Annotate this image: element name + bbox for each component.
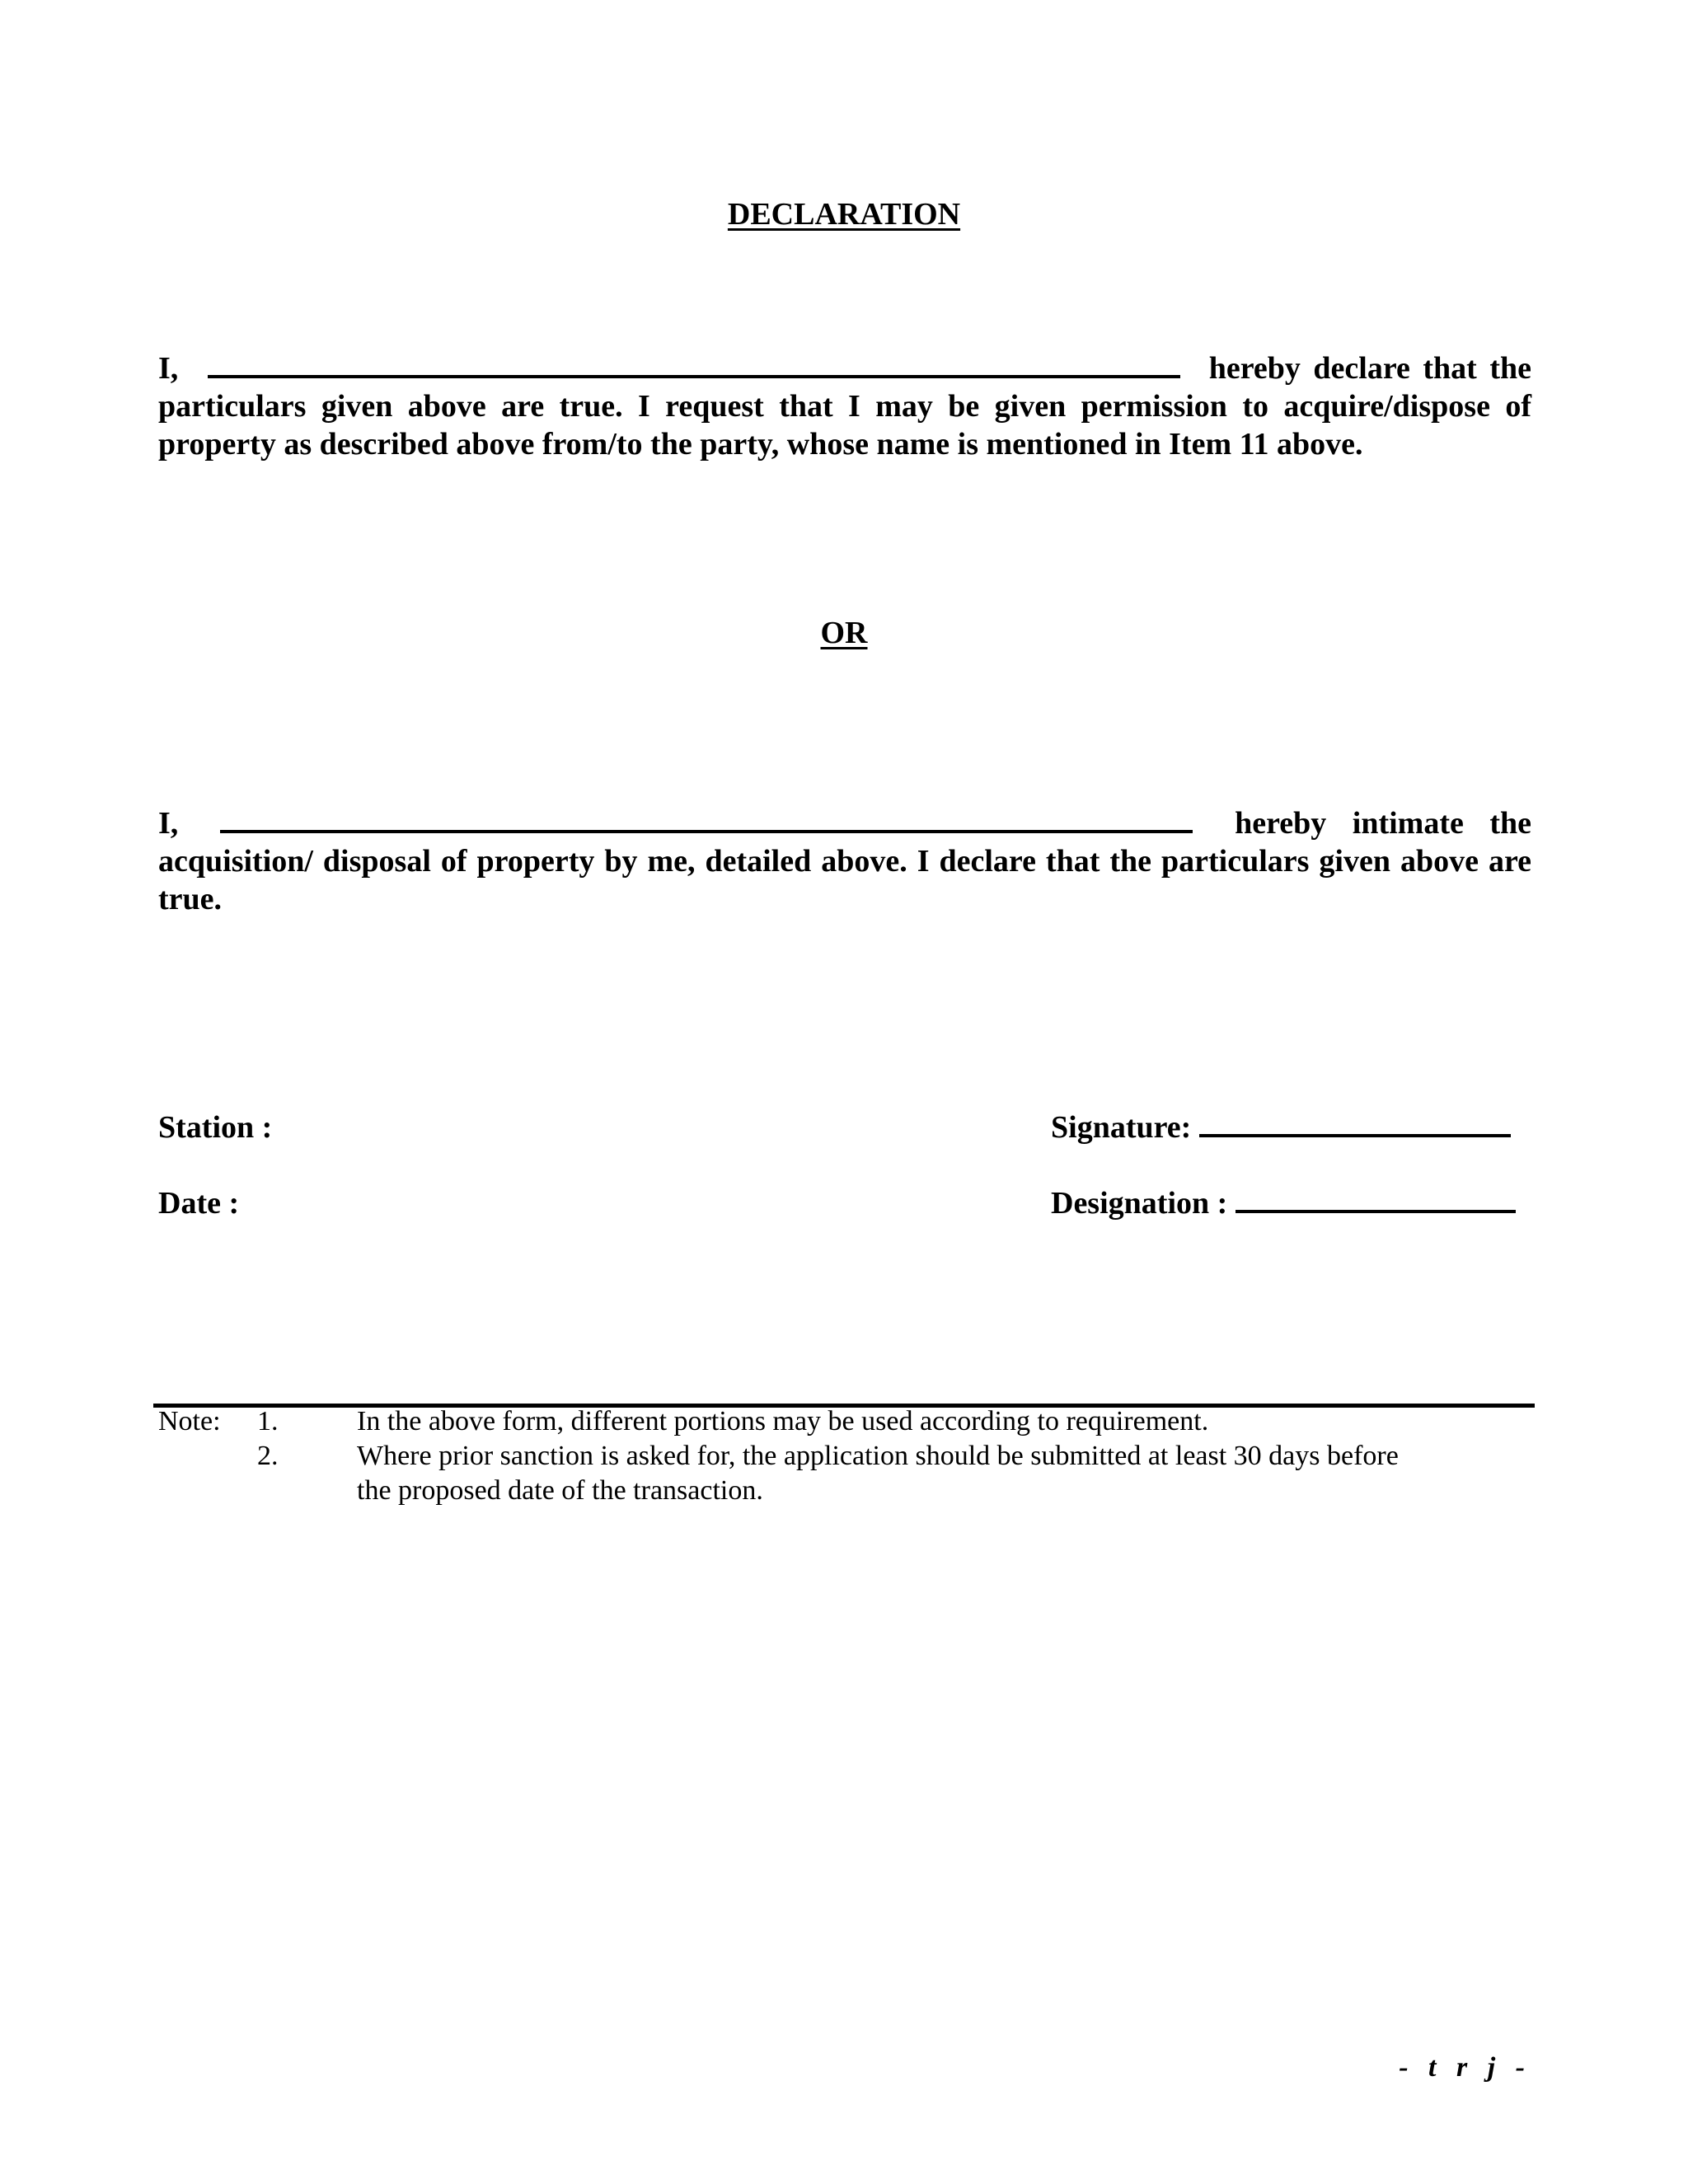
declaration-intimation-text: acquisition/ disposal of property by me, detailed above. I declare that the particulars given above are true. <box>158 844 1531 916</box>
note-label: Note: <box>158 1406 221 1436</box>
footer-mark: - t r j - <box>1399 2052 1531 2083</box>
declaration-intimation-first-line <box>158 804 1531 842</box>
note-2-number: 2. <box>257 1441 279 1471</box>
date-label: Date : <box>158 1186 240 1221</box>
designation-field <box>1051 1185 1516 1221</box>
station-label: Station : <box>158 1110 273 1145</box>
note-2-text-line2: the proposed date of the transaction. <box>357 1475 763 1506</box>
page-title: DECLARATION <box>727 197 961 232</box>
name-blank-line[interactable] <box>208 370 1180 378</box>
signature-field <box>1051 1109 1511 1146</box>
declaration-request-text: particulars given above are true. I request that I may be given permission to acquire/dispose of property as described above from/to the party, whose name is mentioned in Item 11 above. <box>158 389 1531 462</box>
designation-blank-line[interactable] <box>1236 1185 1516 1213</box>
or-separator: OR <box>820 616 868 650</box>
declaration-request <box>158 349 1531 463</box>
declaration-intimation <box>158 804 1531 918</box>
name-blank-line[interactable] <box>220 825 1193 833</box>
declaration-request-tail: hereby declare that the <box>1208 351 1531 386</box>
designation-label: Designation : <box>1051 1186 1228 1221</box>
declaration-request-lead: I, <box>158 351 179 386</box>
declaration-intimation-lead: I, <box>158 806 179 841</box>
note-1-text: In the above form, different portions may be used according to requirement. <box>357 1406 1209 1436</box>
declaration-request-first-line <box>158 349 1531 387</box>
signature-blank-line[interactable] <box>1199 1109 1511 1137</box>
note-2-text-line1: Where prior sanction is asked for, the application should be submitted at least 30 days before <box>357 1441 1399 1471</box>
declaration-intimation-tail: hereby intimate the <box>1235 806 1531 841</box>
signature-label: Signature: <box>1051 1110 1192 1145</box>
note-1-number: 1. <box>257 1406 279 1436</box>
